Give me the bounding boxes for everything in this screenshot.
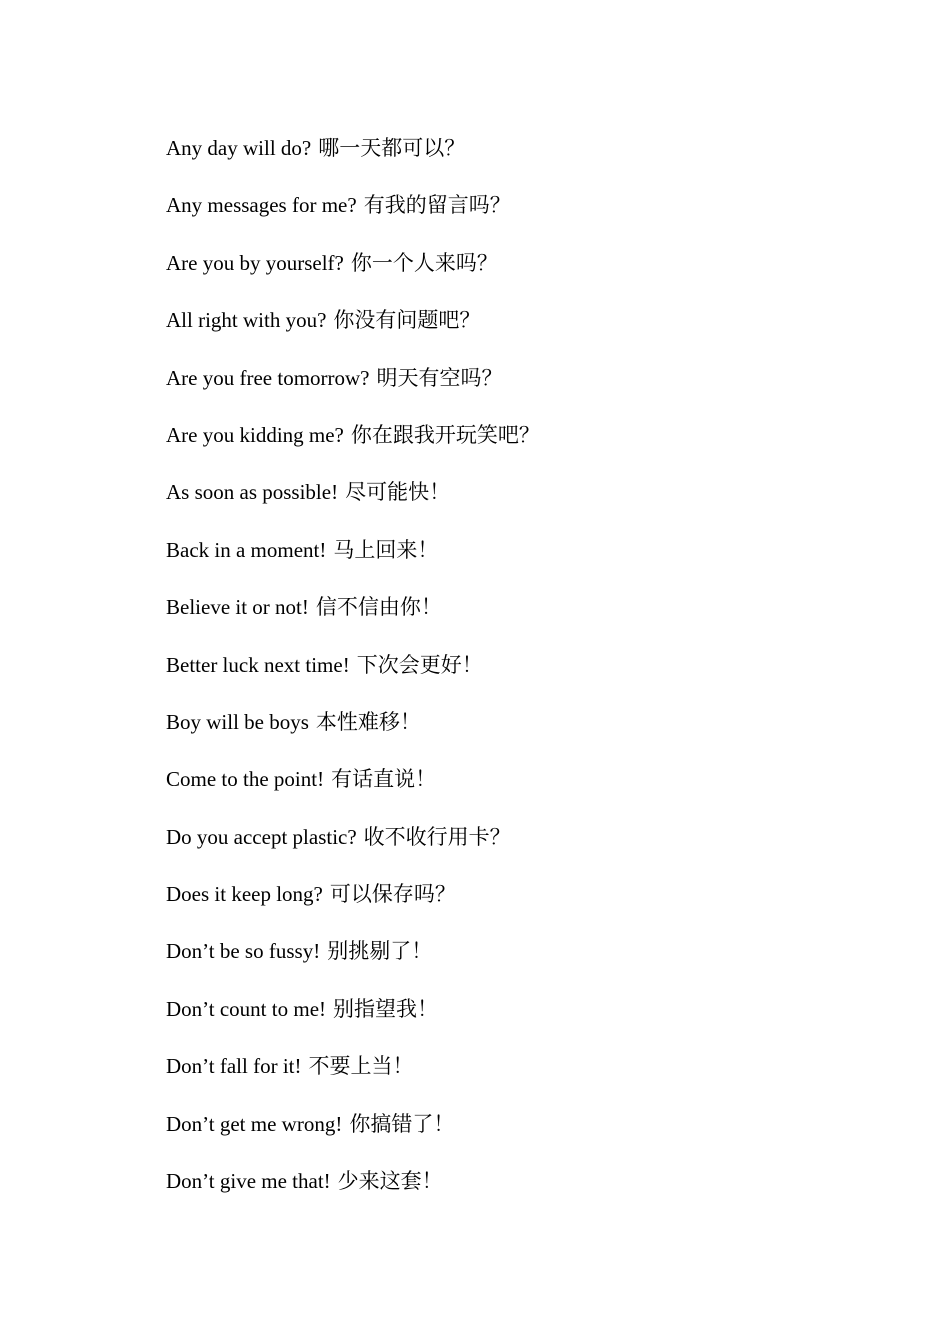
phrase-line — [166, 533, 540, 590]
chinese-translation: 你在跟我开玩笑吧？ — [350, 422, 540, 447]
phrase-line — [166, 475, 540, 532]
english-phrase: Come to the point! — [166, 767, 325, 792]
english-phrase: Believe it or not! — [166, 595, 309, 620]
phrase-line — [166, 1107, 540, 1164]
english-phrase: Don’t give me that! — [166, 1169, 331, 1194]
chinese-translation: 别挑剔了！ — [327, 939, 433, 964]
english-phrase: As soon as possible! — [166, 480, 339, 505]
phrase-line — [166, 590, 540, 647]
phrase-line — [166, 131, 540, 188]
english-phrase: Don’t fall for it! — [166, 1054, 302, 1079]
phrase-line — [166, 820, 540, 877]
chinese-translation: 本性难移！ — [315, 709, 421, 734]
chinese-translation: 你搞错了！ — [349, 1111, 455, 1136]
english-phrase: Does it keep long? — [166, 882, 323, 907]
phrase-line — [166, 188, 540, 245]
chinese-translation: 马上回来！ — [333, 537, 439, 562]
phrase-line — [166, 361, 540, 418]
chinese-translation: 你一个人来吗？ — [350, 250, 498, 275]
chinese-translation: 信不信由你！ — [315, 595, 442, 620]
phrase-line — [166, 934, 540, 991]
chinese-translation: 哪一天都可以？ — [318, 136, 466, 160]
chinese-translation: 有我的留言吗？ — [363, 193, 511, 218]
chinese-translation: 可以保存吗？ — [329, 882, 456, 907]
phrase-line — [166, 992, 540, 1049]
phrase-line — [166, 303, 540, 360]
phrase-line — [166, 1049, 540, 1106]
phrase-line — [166, 705, 540, 762]
phrase-list — [166, 131, 540, 1221]
english-phrase: Don’t get me wrong! — [166, 1111, 343, 1136]
chinese-translation: 少来这套！ — [337, 1169, 443, 1194]
chinese-translation: 下次会更好！ — [356, 652, 483, 677]
chinese-translation: 有话直说！ — [331, 767, 437, 792]
english-phrase: Don’t count to me! — [166, 996, 327, 1021]
phrase-line — [166, 648, 540, 705]
english-phrase: Better luck next time! — [166, 652, 350, 677]
english-phrase: Any messages for me? — [166, 193, 357, 218]
english-phrase: Are you free tomorrow? — [166, 365, 370, 390]
english-phrase: Do you accept plastic? — [166, 824, 357, 849]
english-phrase: All right with you? — [166, 308, 327, 333]
phrase-line — [166, 418, 540, 475]
chinese-translation: 尽可能快！ — [345, 480, 451, 505]
chinese-translation: 你没有问题吧？ — [333, 308, 481, 333]
english-phrase: Boy will be boys — [166, 709, 309, 734]
english-phrase: Don’t be so fussy! — [166, 939, 321, 964]
chinese-translation: 收不收行用卡？ — [363, 824, 511, 849]
english-phrase: Are you kidding me? — [166, 422, 344, 447]
phrase-line — [166, 1164, 540, 1221]
phrase-line — [166, 246, 540, 303]
chinese-translation: 不要上当！ — [308, 1054, 414, 1079]
english-phrase: Any day will do? — [166, 136, 312, 160]
chinese-translation: 明天有空吗？ — [376, 365, 503, 390]
chinese-translation: 别指望我！ — [333, 996, 439, 1021]
english-phrase: Back in a moment! — [166, 537, 327, 562]
phrase-line — [166, 762, 540, 819]
phrase-line — [166, 877, 540, 934]
english-phrase: Are you by yourself? — [166, 250, 344, 275]
